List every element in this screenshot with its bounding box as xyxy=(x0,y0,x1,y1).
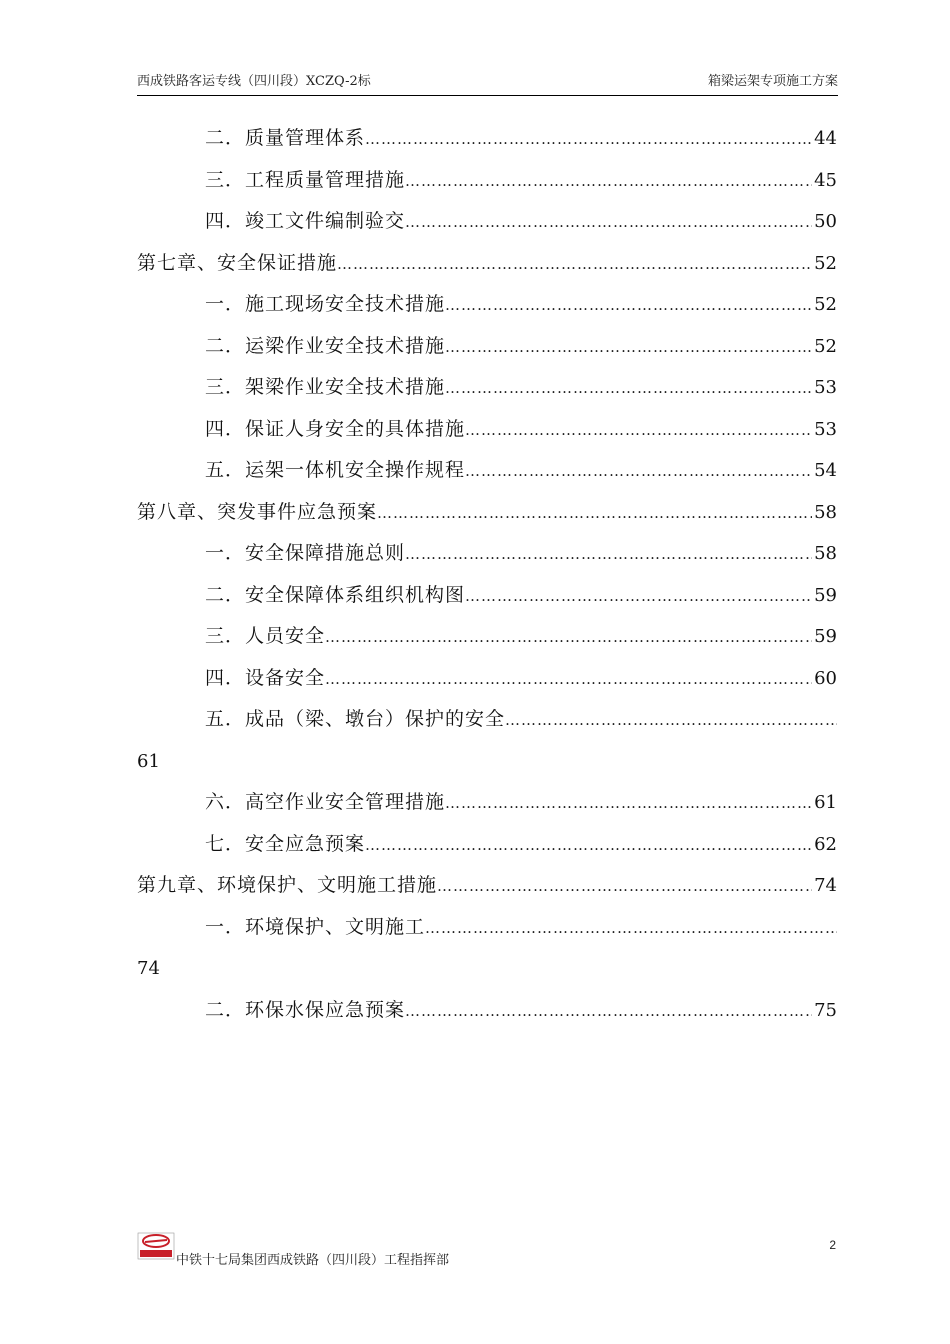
toc-entry-page: 61 xyxy=(814,792,837,813)
toc-entry-page: 62 xyxy=(814,833,837,855)
toc-dot-leader xyxy=(465,576,812,618)
toc-dot-leader xyxy=(405,202,812,244)
toc-entry-title: 三．工程质量管理措施 xyxy=(205,168,406,191)
toc-entry[interactable] xyxy=(137,824,837,866)
toc-entry[interactable] xyxy=(137,658,837,700)
toc-dot-leader xyxy=(465,451,812,493)
toc-entry[interactable] xyxy=(137,409,837,451)
toc-entry[interactable] xyxy=(137,243,837,285)
toc-entry-title: 一．安全保障措施总则 xyxy=(205,542,406,564)
toc-dot-leader xyxy=(445,285,812,327)
page-header xyxy=(137,70,838,92)
toc-entry[interactable] xyxy=(137,284,837,326)
toc-entry-title: 三．架梁作业安全技术措施 xyxy=(205,376,446,398)
toc-entry[interactable] xyxy=(137,865,837,907)
toc-entry-title: 三．人员安全 xyxy=(205,625,326,647)
toc-entry-page: 58 xyxy=(814,501,837,523)
toc-dot-leader xyxy=(437,866,812,908)
toc-entry-title: 第八章、突发事件应急预案 xyxy=(137,500,378,523)
header-project-title: 西成铁路客运专线（四川段）XCZQ-2标 xyxy=(137,74,371,89)
toc-dot-leader xyxy=(325,659,812,701)
toc-entry[interactable] xyxy=(137,367,837,409)
toc-entry[interactable] xyxy=(137,160,837,202)
toc-dot-leader xyxy=(405,161,812,203)
toc-entry-title: 二．运梁作业安全技术措施 xyxy=(205,334,446,357)
toc-dot-leader xyxy=(445,368,812,410)
toc-entry[interactable] xyxy=(137,782,837,824)
toc-entry-title: 四．设备安全 xyxy=(205,666,326,689)
toc-dot-leader xyxy=(325,617,812,659)
toc-dot-leader xyxy=(405,534,812,576)
toc-entry-page: 75 xyxy=(814,999,837,1021)
toc-entry-title: 四．竣工文件编制验交 xyxy=(205,210,406,232)
toc-entry-title: 第七章、安全保证措施 xyxy=(137,251,338,274)
toc-entry-title: 二．质量管理体系 xyxy=(205,127,366,149)
toc-dot-leader xyxy=(425,908,837,950)
toc-entry-page: 59 xyxy=(814,626,837,647)
toc-entry[interactable] xyxy=(137,326,837,368)
toc-entry-page: 58 xyxy=(814,543,837,564)
toc-entry-title: 一．施工现场安全技术措施 xyxy=(205,293,446,315)
toc-entry-title: 二．安全保障体系组织机构图 xyxy=(205,583,466,606)
toc-entry-page-wrapped xyxy=(137,948,837,990)
toc-entry[interactable] xyxy=(137,990,837,1032)
toc-dot-leader xyxy=(445,783,812,825)
toc-entry-page: 52 xyxy=(814,294,837,315)
toc-dot-leader xyxy=(405,991,812,1033)
toc-dot-leader xyxy=(445,327,812,369)
toc-entry-title: 一．环境保护、文明施工 xyxy=(205,915,426,938)
toc-dot-leader xyxy=(465,410,812,452)
toc-entry-title: 五．成品（梁、墩台）保护的安全 xyxy=(205,708,506,730)
page-number: 2 xyxy=(829,1238,836,1252)
toc-entry[interactable] xyxy=(137,575,837,617)
toc-dot-leader xyxy=(377,493,812,535)
table-of-contents xyxy=(137,118,837,1031)
toc-entry-page: 54 xyxy=(814,460,837,481)
toc-entry-title: 六．高空作业安全管理措施 xyxy=(205,791,446,813)
toc-entry-page-wrapped xyxy=(137,741,837,783)
toc-dot-leader xyxy=(505,700,837,742)
toc-entry[interactable] xyxy=(137,492,837,534)
toc-entry-page: 74 xyxy=(814,875,837,896)
toc-entry[interactable] xyxy=(137,907,837,949)
toc-entry-page: 52 xyxy=(814,335,837,357)
footer-organization: 中铁十七局集团西成铁路（四川段）工程指挥部 xyxy=(176,1253,450,1268)
toc-entry-page: 50 xyxy=(814,211,837,232)
toc-dot-leader xyxy=(365,825,812,867)
toc-entry-page: 74 xyxy=(137,958,160,979)
toc-entry-page: 61 xyxy=(137,750,160,772)
toc-entry-page: 44 xyxy=(814,128,837,149)
toc-entry-page: 45 xyxy=(814,169,837,191)
crcc-logo-icon xyxy=(137,1232,175,1260)
toc-entry-title: 二．环保水保应急预案 xyxy=(205,998,406,1021)
toc-entry-title: 四．保证人身安全的具体措施 xyxy=(205,417,466,440)
company-logo xyxy=(137,1232,175,1260)
toc-entry-page: 53 xyxy=(814,418,837,440)
toc-entry[interactable] xyxy=(137,616,837,658)
toc-dot-leader xyxy=(365,119,812,161)
toc-entry[interactable] xyxy=(137,699,837,741)
toc-entry-title: 五．运架一体机安全操作规程 xyxy=(205,459,466,481)
toc-dot-leader xyxy=(337,244,812,286)
toc-entry-page: 59 xyxy=(814,584,837,606)
toc-entry[interactable] xyxy=(137,450,837,492)
toc-entry-title: 第九章、环境保护、文明施工措施 xyxy=(137,874,438,896)
header-document-title: 箱梁运架专项施工方案 xyxy=(707,74,838,89)
toc-entry[interactable] xyxy=(137,118,837,160)
toc-entry-page: 52 xyxy=(814,252,837,274)
toc-entry-page: 60 xyxy=(814,667,837,689)
toc-entry[interactable] xyxy=(137,201,837,243)
header-rule xyxy=(137,95,838,96)
toc-entry-title: 七．安全应急预案 xyxy=(205,832,366,855)
toc-entry-page: 53 xyxy=(814,377,837,398)
toc-entry[interactable] xyxy=(137,533,837,575)
